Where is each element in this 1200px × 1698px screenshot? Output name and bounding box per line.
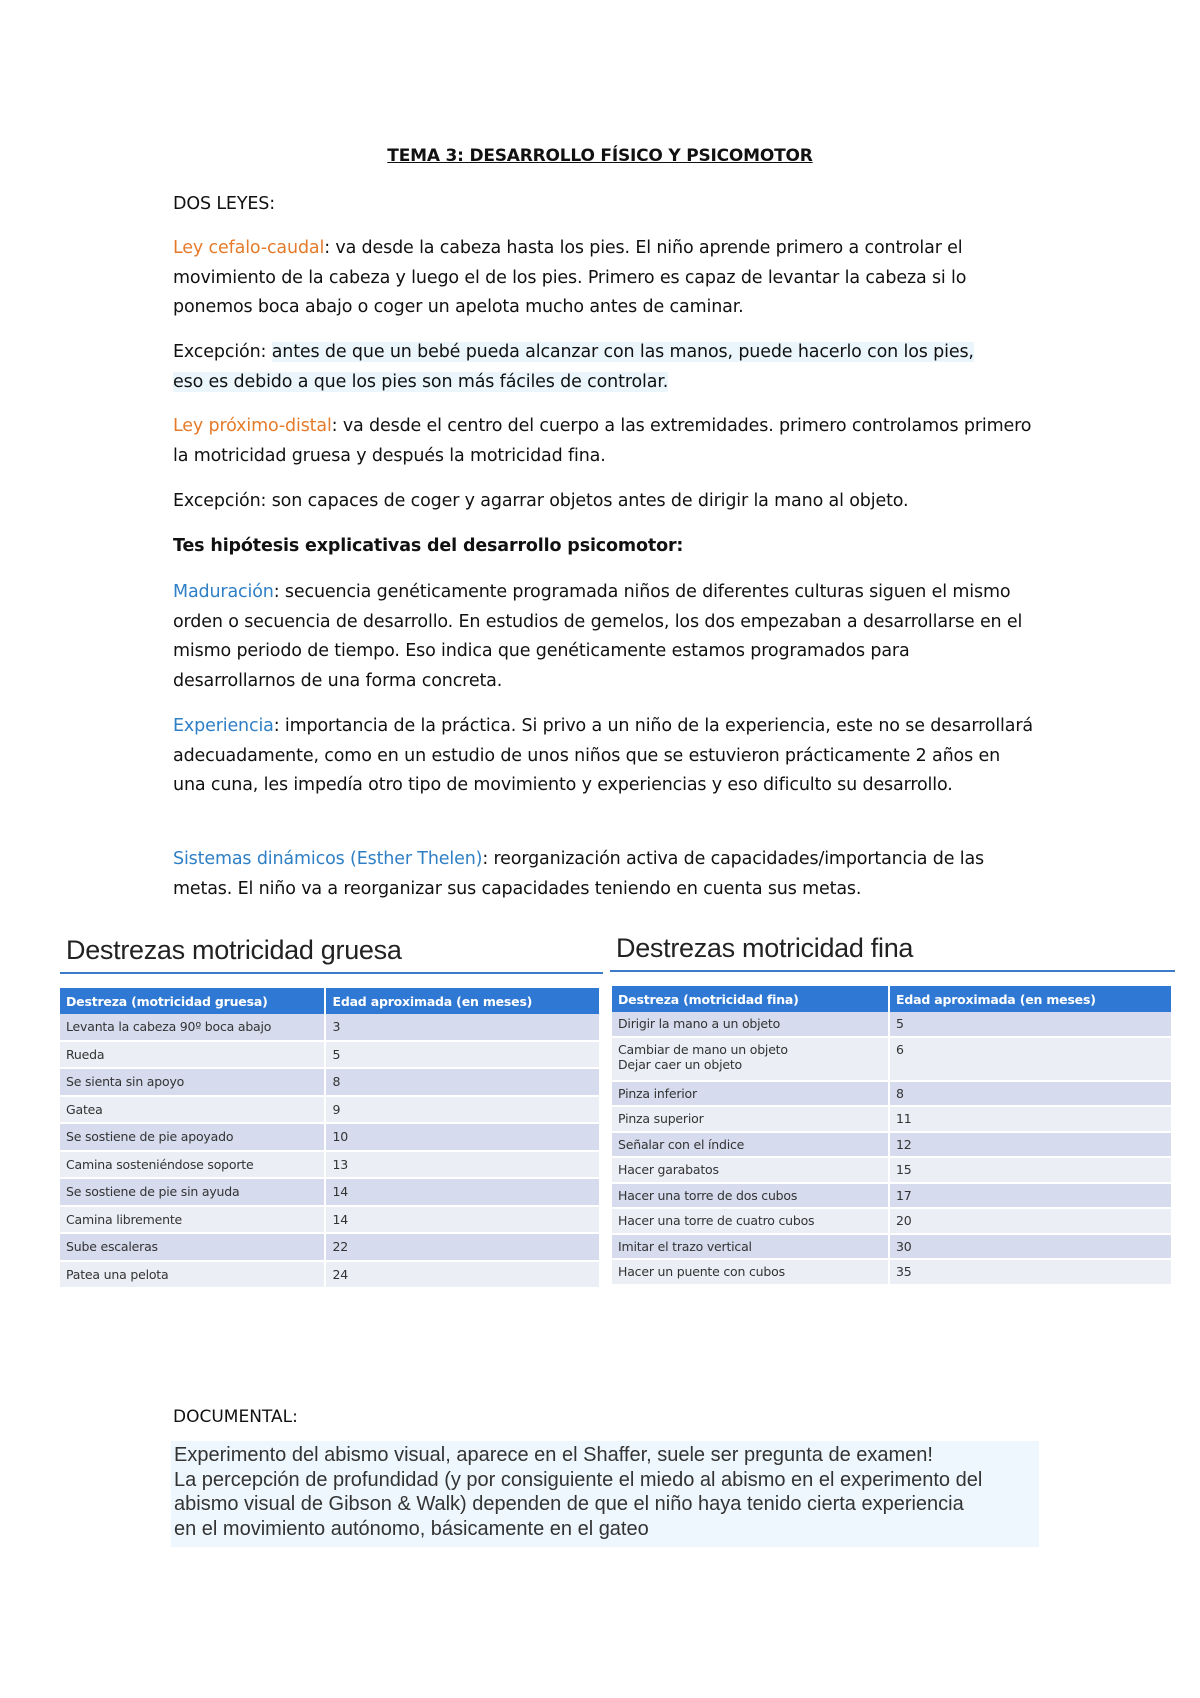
table-row (60, 1178, 600, 1206)
gruesa-table (60, 988, 601, 1289)
gruesa-age: 14 (325, 1206, 600, 1234)
fina-age: 8 (889, 1081, 1172, 1107)
fina-skill: Pinza superior (612, 1106, 889, 1132)
documental-line: abismo visual de Gibson & Walk) dependen de que el niño haya tenido cierta experiencia (174, 1493, 964, 1515)
fina-age: 15 (889, 1157, 1172, 1183)
fina-age: 17 (889, 1183, 1172, 1209)
table-row (60, 1206, 600, 1234)
fina-age: 20 (889, 1208, 1172, 1234)
fina-age: 30 (889, 1234, 1172, 1260)
gruesa-skill: Sube escaleras (60, 1233, 325, 1261)
gruesa-skill: Camina libremente (60, 1206, 325, 1234)
documental-note (171, 1441, 1039, 1547)
table-row (612, 1037, 1172, 1081)
table-row (612, 1012, 1172, 1037)
fina-heading: Destrezas motricidad fina (616, 933, 914, 963)
table-row (612, 1157, 1172, 1183)
gruesa-age: 8 (325, 1068, 600, 1096)
term-sistemas-dinamicos: Sistemas dinámicos (Esther Thelen) (173, 849, 483, 869)
text-experiencia: : importancia de la práctica. Si privo a un niño de la experiencia, este no se desarrollará adecuadamente, como en un estudio de unos niños que se estuvieron prácticamente 2 años en una cuna, les impedía otro tipo de movimiento y experiencias y eso dificulto su desarrollo. (173, 716, 1033, 795)
gruesa-skill: Levanta la cabeza 90º boca abajo (60, 1014, 325, 1041)
table-row (612, 1234, 1172, 1260)
gruesa-skill: Se sienta sin apoyo (60, 1068, 325, 1096)
fina-skill (612, 1037, 889, 1081)
gruesa-col-edad: Edad aproximada (en meses) (325, 988, 600, 1014)
gruesa-heading: Destrezas motricidad gruesa (66, 935, 402, 965)
paragraph-experiencia (173, 712, 1033, 801)
fina-skill: Pinza inferior (612, 1081, 889, 1107)
term-experiencia: Experiencia (173, 716, 274, 736)
excepcion-1-label: Excepción: (173, 342, 272, 362)
fina-heading-rule (610, 970, 1175, 972)
table-row (612, 1132, 1172, 1158)
term-maduracion: Maduración (173, 582, 274, 602)
fina-skill: Hacer un puente con cubos (612, 1259, 889, 1285)
excepcion-1-line-1: antes de que un bebé pueda alcanzar con las manos, puede hacerlo con los pies, (271, 342, 974, 362)
gruesa-col-destreza: Destreza (motricidad gruesa) (60, 988, 325, 1014)
paragraph-excepcion-1 (173, 338, 1033, 397)
hipotesis-heading: Tes hipótesis explicativas del desarrollo psicomotor: (173, 536, 684, 556)
gruesa-skill: Se sostiene de pie sin ayuda (60, 1178, 325, 1206)
table-row (60, 1041, 600, 1069)
table-row (612, 1183, 1172, 1209)
excepcion-1-line-2: eso es debido a que los pies son más fáciles de controlar. (173, 371, 669, 392)
fina-age: 6 (889, 1037, 1172, 1081)
fina-skill: Imitar el trazo vertical (612, 1234, 889, 1260)
gruesa-age: 3 (325, 1014, 600, 1041)
fina-col-edad: Edad aproximada (en meses) (889, 986, 1172, 1012)
paragraph-ley-cefalo-caudal (173, 234, 1033, 323)
fina-skill: Señalar con el índice (612, 1132, 889, 1158)
term-ley-proximo-distal: Ley próximo-distal (173, 416, 332, 436)
documental-line: La percepción de profundidad (y por consiguiente el miedo al abismo en el experimento del (174, 1468, 983, 1491)
table-row (612, 1081, 1172, 1107)
gruesa-heading-rule (60, 972, 603, 974)
fina-col-destreza: Destreza (motricidad fina) (612, 986, 889, 1012)
gruesa-age: 9 (325, 1096, 600, 1124)
table-row (612, 1208, 1172, 1234)
paragraph-excepcion-2: Excepción: son capaces de coger y agarrar objetos antes de dirigir la mano al objeto. (173, 491, 909, 511)
fina-skill: Dirigir la mano a un objeto (612, 1012, 889, 1037)
text-ley-proximo-distal: : va desde el centro del cuerpo a las extremidades. primero controlamos primero la motricidad gruesa y después la motricidad fina. (173, 416, 1032, 466)
text-ley-cefalo-caudal: : va desde la cabeza hasta los pies. El niño aprende primero a controlar el movimiento de la cabeza y luego el de los pies. Primero es capaz de levantar la cabeza si lo ponemos boca abajo o coger un apelota mucho antes de caminar. (173, 238, 967, 317)
gruesa-age: 5 (325, 1041, 600, 1069)
gruesa-skill: Gatea (60, 1096, 325, 1124)
text-sistemas-dinamicos: : reorganización activa de capacidades/importancia de las metas. El niño va a reorganizar sus capacidades teniendo en cuenta sus metas. (173, 849, 985, 899)
documental-line: en el movimiento autónomo, básicamente en el gateo (174, 1517, 649, 1540)
gruesa-skill: Camina sosteniéndose soporte (60, 1151, 325, 1179)
gruesa-skill: Rueda (60, 1041, 325, 1069)
fina-skill: Hacer una torre de cuatro cubos (612, 1208, 889, 1234)
table-row (60, 1233, 600, 1261)
gruesa-age: 22 (325, 1233, 600, 1261)
fina-skill-line-2: Dejar caer un objeto (618, 1056, 743, 1072)
fina-age: 12 (889, 1132, 1172, 1158)
fina-skill: Hacer una torre de dos cubos (612, 1183, 889, 1209)
table-row (60, 1096, 600, 1124)
table-row (60, 1014, 600, 1041)
fina-skill: Hacer garabatos (612, 1157, 889, 1183)
term-ley-cefalo-caudal: Ley cefalo-caudal (173, 238, 325, 258)
fina-age: 35 (889, 1259, 1172, 1285)
documental-line: Experimento del abismo visual, aparece en el Shaffer, suele ser pregunta de examen! (174, 1444, 933, 1466)
table-row (60, 1123, 600, 1151)
gruesa-skill: Se sostiene de pie apoyado (60, 1123, 325, 1151)
table-header-row (612, 986, 1172, 1012)
dos-leyes-label: DOS LEYES: (173, 194, 275, 214)
table-row (60, 1151, 600, 1179)
gruesa-skill: Patea una pelota (60, 1261, 325, 1289)
paragraph-sistemas-dinamicos (173, 845, 1033, 904)
gruesa-age: 13 (325, 1151, 600, 1179)
gruesa-age: 24 (325, 1261, 600, 1289)
fina-age: 5 (889, 1012, 1172, 1037)
table-row (60, 1068, 600, 1096)
paragraph-ley-proximo-distal (173, 412, 1033, 471)
documental-label: DOCUMENTAL: (173, 1407, 298, 1427)
fina-skill-line-1: Cambiar de mano un objeto (618, 1041, 788, 1057)
fina-age: 11 (889, 1106, 1172, 1132)
gruesa-age: 10 (325, 1123, 600, 1151)
page-title: TEMA 3: DESARROLLO FÍSICO Y PSICOMOTOR (387, 146, 813, 166)
table-header-row (60, 988, 600, 1014)
gruesa-age: 14 (325, 1178, 600, 1206)
table-row (60, 1261, 600, 1289)
text-maduracion: : secuencia genéticamente programada niños de diferentes culturas siguen el mismo orden o secuencia de desarrollo. En estudios de gemelos, los dos empezaban a desarrollarse en el mismo periodo de tiempo. Eso indica que genéticamente estamos programados para desarrollarnos de una forma concreta. (173, 582, 1023, 691)
paragraph-maduracion (173, 578, 1033, 696)
table-row (612, 1106, 1172, 1132)
table-row (612, 1259, 1172, 1285)
fina-table (612, 986, 1173, 1286)
